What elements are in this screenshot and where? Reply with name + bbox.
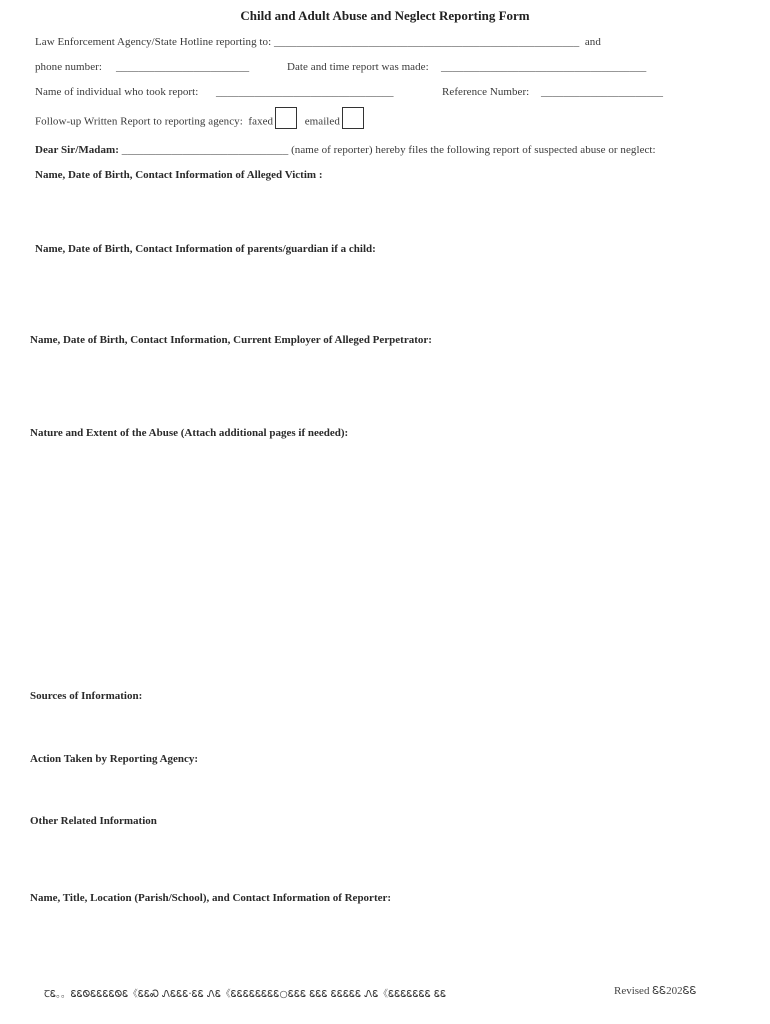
parents-heading: Name, Date of Birth, Contact Information of parents/guardian if a child: bbox=[35, 243, 376, 255]
salutation-text: (name of reporter) hereby files the following report of suspected abuse or neglect: bbox=[291, 144, 656, 156]
victim-heading: Name, Date of Birth, Contact Information of Alleged Victim : bbox=[35, 169, 323, 181]
datetime-label: Date and time report was made: bbox=[287, 61, 429, 73]
agency-and-text: and bbox=[584, 36, 601, 48]
form-title: Child and Adult Abuse and Neglect Reporting Form bbox=[240, 8, 530, 23]
phone-field[interactable]: ________________________ bbox=[116, 61, 250, 73]
perpetrator-heading: Name, Date of Birth, Contact Information, Current Employer of Alleged Perpetrator: bbox=[30, 334, 432, 346]
emailed-checkbox[interactable] bbox=[342, 107, 364, 129]
salutation-line bbox=[35, 144, 656, 156]
taker-field[interactable]: ________________________________ bbox=[216, 86, 394, 98]
action-heading: Action Taken by Reporting Agency: bbox=[30, 753, 199, 765]
reference-field[interactable]: ______________________ bbox=[541, 86, 664, 98]
reporter-heading: Name, Title, Location (Parish/School), and Contact Information of Reporter: bbox=[30, 892, 392, 904]
agency-label: Law Enforcement Agency/State Hotline reporting to: bbox=[35, 36, 272, 48]
salutation-label: Dear Sir/Madam: bbox=[35, 144, 119, 156]
taker-label: Name of individual who took report: bbox=[35, 86, 199, 98]
reporter-name-field[interactable]: ______________________________ bbox=[121, 144, 289, 156]
other-heading: Other Related Information bbox=[30, 815, 157, 827]
nature-heading: Nature and Extent of the Abuse (Attach additional pages if needed): bbox=[30, 427, 349, 439]
revised-date: Revised ᏋᏋ202ᏋᏋ bbox=[614, 985, 697, 997]
faxed-label: faxed bbox=[248, 115, 274, 128]
faxed-checkbox[interactable] bbox=[275, 107, 297, 129]
reference-label: Reference Number: bbox=[442, 86, 530, 98]
followup-line bbox=[35, 111, 366, 133]
sources-heading: Sources of Information: bbox=[30, 690, 143, 702]
agency-line bbox=[35, 36, 601, 48]
followup-label: Follow-up Written Report to reporting agency: bbox=[35, 115, 243, 128]
agency-field[interactable]: _______________________________________________________ bbox=[274, 36, 580, 48]
datetime-field[interactable]: _____________________________________ bbox=[441, 61, 647, 73]
emailed-label: emailed bbox=[304, 115, 340, 128]
phone-label: phone number: bbox=[35, 61, 102, 73]
footer-text: ꞆᏋ。。ᏋᏋᏫᏋᏋᏋᏋᏫᏋ《ᏋᏋᏍ ᏁᏋᏋᏋ·ᏋᏋ ᏁᏋ《ᏋᏋᏋᏋᏋᏋᏋᏋ○ᏋᏋᏋ ᏋᏋᏋ ᏋᏋᏋᏋᏋ ᏁᏋ《ᏋᏋᏋᏋᏋᏋᏋ ᏋᏋ bbox=[44, 989, 447, 1000]
